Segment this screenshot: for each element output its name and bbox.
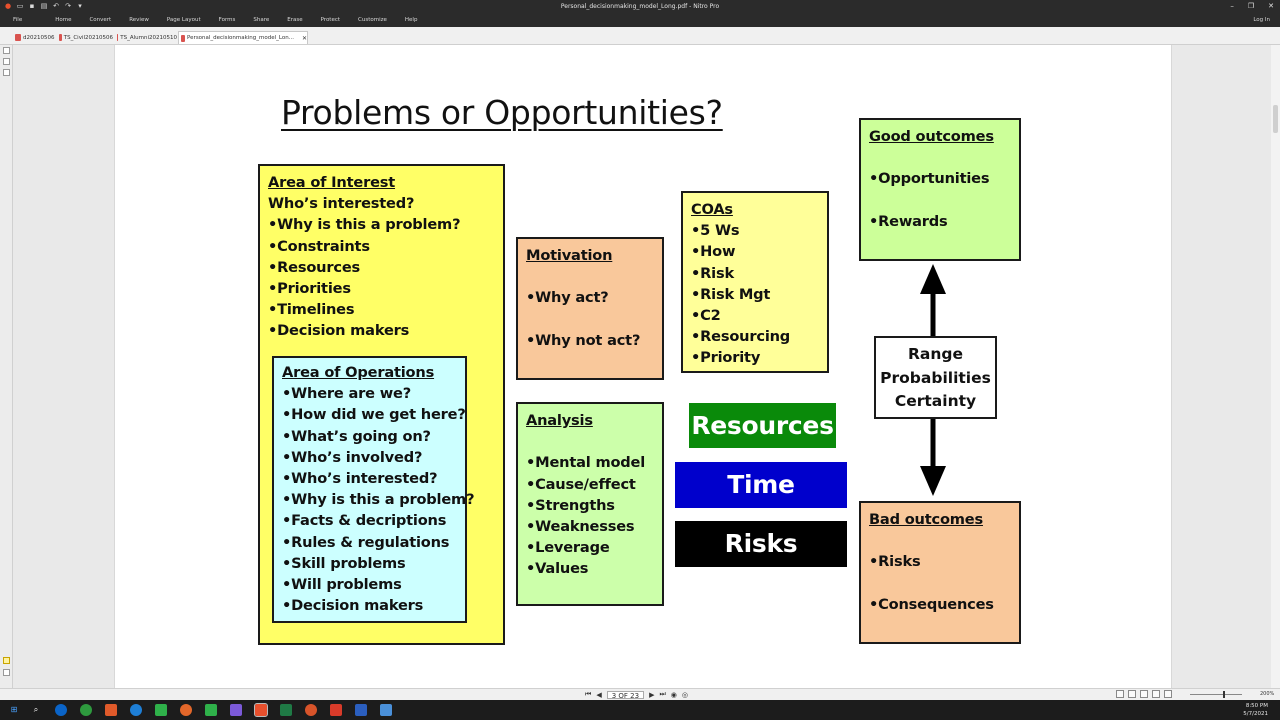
center-line: Range <box>907 345 964 363</box>
zoom-slider[interactable] <box>1190 694 1242 695</box>
previous-page-icon[interactable]: ◀ <box>596 690 602 699</box>
tab-d20210506[interactable] <box>13 31 55 44</box>
coas-line: •Risk <box>691 264 734 282</box>
center-line: Probabilities <box>880 368 991 387</box>
edge-browser-icon[interactable] <box>130 704 142 716</box>
interest-line: •Resources <box>268 258 360 276</box>
windows-start-icon[interactable]: ⊞ <box>10 705 18 714</box>
ribbon-menu <box>0 14 1280 27</box>
menu-protect[interactable]: Protect <box>320 17 341 23</box>
next-view-icon[interactable]: ◎ <box>681 690 688 699</box>
time-band: Time <box>675 462 847 508</box>
print-icon[interactable]: ▤ <box>40 2 48 10</box>
close-window-icon[interactable]: ✕ <box>1268 2 1274 10</box>
operations-line: •What’s going on? <box>282 427 431 445</box>
stock-chart-2-icon[interactable] <box>205 704 217 716</box>
notes-icon[interactable] <box>355 704 367 716</box>
coas-line: •C2 <box>691 306 721 324</box>
nitro-logo-icon: ● <box>4 2 12 10</box>
save-icon[interactable]: ▪ <box>29 2 35 10</box>
chrome-icon[interactable] <box>80 704 92 716</box>
pdf-file-icon <box>15 34 21 41</box>
bad-outcomes-line: •Risks <box>869 553 921 571</box>
risks-band: Risks <box>675 521 847 567</box>
firefox-icon[interactable] <box>180 704 192 716</box>
edge-icon[interactable] <box>55 704 67 716</box>
bad-outcomes-box <box>859 501 1021 644</box>
area-of-operations-box <box>272 356 475 623</box>
title-bar <box>0 0 1280 14</box>
pdf-file-icon <box>59 34 62 41</box>
open-folder-icon[interactable]: ▭ <box>16 2 24 10</box>
zoom-level: 200% <box>1260 691 1275 697</box>
motivation-line: •Why not act? <box>526 331 641 349</box>
interest-line: •Why is this a problem? <box>268 216 461 234</box>
pdf-file-icon <box>181 35 185 42</box>
continuous-view-icon[interactable] <box>1128 690 1136 698</box>
analysis-box <box>516 402 664 606</box>
pages-panel-icon[interactable] <box>3 47 10 54</box>
vpn-icon[interactable] <box>230 704 242 716</box>
operations-line: •Decision makers <box>282 597 424 615</box>
operations-line: •Where are we? <box>282 385 411 403</box>
clock-time: 8:50 PM <box>1245 703 1268 709</box>
undo-icon[interactable]: ↶ <box>53 2 59 10</box>
powerpoint-icon[interactable] <box>305 704 317 716</box>
operations-line: •Rules & regulations <box>282 533 450 551</box>
tab-label: TS_Alumni20210510 <box>120 34 177 41</box>
menu-forms[interactable]: Forms <box>218 17 236 23</box>
coas-box <box>681 191 829 373</box>
operations-line: •How did we get here? <box>282 406 466 424</box>
up-arrow <box>920 264 946 336</box>
tab-label: Personal_decisionmaking_model_Lon... <box>187 35 294 41</box>
menu-home[interactable]: Home <box>55 17 72 23</box>
coas-heading: COAs <box>691 201 733 218</box>
stock-chart-icon[interactable] <box>155 704 167 716</box>
window-controls <box>1230 2 1274 10</box>
area-of-operations-heading: Area of Operations <box>282 364 435 381</box>
operations-line: •Skill problems <box>282 554 406 572</box>
coas-line: •Resourcing <box>691 328 791 346</box>
nitro-pro-taskbar-icon[interactable] <box>255 704 267 716</box>
last-page-icon[interactable]: ⏭ <box>659 690 666 698</box>
slide-title: Problems or Opportunities? <box>281 93 723 132</box>
operations-line: •Who’s interested? <box>282 469 438 487</box>
tab-personal-decisionmaking[interactable] <box>178 31 308 44</box>
menu-convert[interactable]: Convert <box>89 17 112 23</box>
search-icon[interactable]: ⌕ <box>33 705 39 714</box>
resources-band: Resources <box>689 403 836 448</box>
menu-page-layout[interactable]: Page Layout <box>166 17 201 23</box>
first-page-icon[interactable]: ⏮ <box>585 690 592 698</box>
brave-icon[interactable] <box>105 704 117 716</box>
operations-line: •Who’s involved? <box>282 448 423 466</box>
restore-icon[interactable]: ❐ <box>1247 2 1255 10</box>
motivation-box <box>516 237 664 380</box>
motivation-heading: Motivation <box>526 247 613 264</box>
side-panel-rail <box>0 45 13 688</box>
excel-icon[interactable] <box>280 704 292 716</box>
area-of-interest-heading: Area of Interest <box>268 174 396 191</box>
network-app-icon[interactable] <box>380 704 392 716</box>
next-page-icon[interactable]: ▶ <box>649 690 655 699</box>
tab-label: d20210506 <box>23 34 55 41</box>
analysis-line: •Mental model <box>526 454 646 472</box>
minimize-icon[interactable]: – <box>1230 2 1234 10</box>
interest-line: •Constraints <box>268 237 370 255</box>
interest-line: Who’s interested? <box>268 195 415 213</box>
interest-line: •Decision makers <box>268 322 410 340</box>
analysis-line: •Strengths <box>526 496 615 514</box>
coas-line: •5 Ws <box>691 222 740 240</box>
bad-outcomes-line: •Consequences <box>869 595 994 613</box>
zoom-slider-thumb[interactable] <box>1223 691 1225 698</box>
good-outcomes-box <box>859 118 1021 261</box>
customize-toolbar-icon[interactable]: ▾ <box>78 2 82 10</box>
bad-outcomes-heading: Bad outcomes <box>869 511 983 528</box>
comments-panel-icon[interactable] <box>3 657 10 664</box>
facing-view-icon[interactable] <box>1140 690 1148 698</box>
login-link[interactable]: Log In <box>1253 17 1270 23</box>
analysis-line: •Weaknesses <box>526 517 635 535</box>
analysis-line: •Values <box>526 560 589 578</box>
analysis-line: •Cause/effect <box>526 475 636 493</box>
motivation-line: •Why act? <box>526 289 609 307</box>
vertical-scrollbar[interactable] <box>1271 45 1280 688</box>
tab-ts-civil[interactable] <box>57 31 113 44</box>
single-page-view-icon[interactable] <box>1116 690 1124 698</box>
good-outcomes-line: •Opportunities <box>869 170 990 188</box>
clock-date: 5/7/2021 <box>1243 711 1268 717</box>
facing-continuous-view-icon[interactable] <box>1152 690 1160 698</box>
app-s-icon[interactable] <box>330 704 342 716</box>
output-panel-icon[interactable] <box>3 669 10 676</box>
coas-line: •Priority <box>691 349 761 367</box>
good-outcomes-heading: Good outcomes <box>869 128 994 145</box>
menu-share[interactable]: Share <box>253 17 270 23</box>
previous-view-icon[interactable]: ◉ <box>670 690 677 699</box>
page-number-field[interactable]: 3 OF 23 <box>607 691 644 699</box>
menu-file[interactable]: File <box>13 17 23 23</box>
close-tab-icon[interactable]: ✕ <box>301 34 307 42</box>
redo-icon[interactable]: ↷ <box>65 2 71 10</box>
analysis-line: •Leverage <box>526 539 610 557</box>
windows-taskbar <box>0 700 1280 720</box>
interest-line: •Timelines <box>268 301 355 319</box>
operations-line: •Will problems <box>282 575 402 593</box>
scrollbar-thumb[interactable] <box>1273 105 1278 133</box>
tab-label: TS_Civil20210506 <box>63 34 113 41</box>
system-clock[interactable] <box>1243 702 1268 718</box>
tab-ts-alumni[interactable] <box>115 31 177 44</box>
outcome-arrows <box>900 260 970 500</box>
coas-line: •Risk Mgt <box>691 285 771 303</box>
menu-help[interactable]: Help <box>404 17 418 23</box>
operations-line: •Why is this a problem? <box>282 491 475 509</box>
page-navigation-bar <box>0 688 1280 700</box>
coas-line: •How <box>691 243 736 261</box>
attachments-panel-icon[interactable] <box>3 69 10 76</box>
bookmarks-panel-icon[interactable] <box>3 58 10 65</box>
menu-review[interactable]: Review <box>129 17 149 23</box>
menu-erase[interactable]: Erase <box>287 17 303 23</box>
analysis-heading: Analysis <box>526 412 593 429</box>
down-arrow <box>920 419 946 496</box>
document-tab-bar <box>0 27 1280 45</box>
pdf-file-icon <box>117 34 118 41</box>
interest-line: •Priorities <box>268 279 351 297</box>
center-line: Certainty <box>894 392 977 410</box>
operations-line: •Facts & decriptions <box>282 512 447 530</box>
good-outcomes-line: •Rewards <box>869 212 948 230</box>
window-title: Personal_decisionmaking_model_Long.pdf - Nitro Pro <box>560 3 720 10</box>
menu-customize[interactable]: Customize <box>358 17 387 23</box>
fit-width-icon[interactable] <box>1164 690 1172 698</box>
